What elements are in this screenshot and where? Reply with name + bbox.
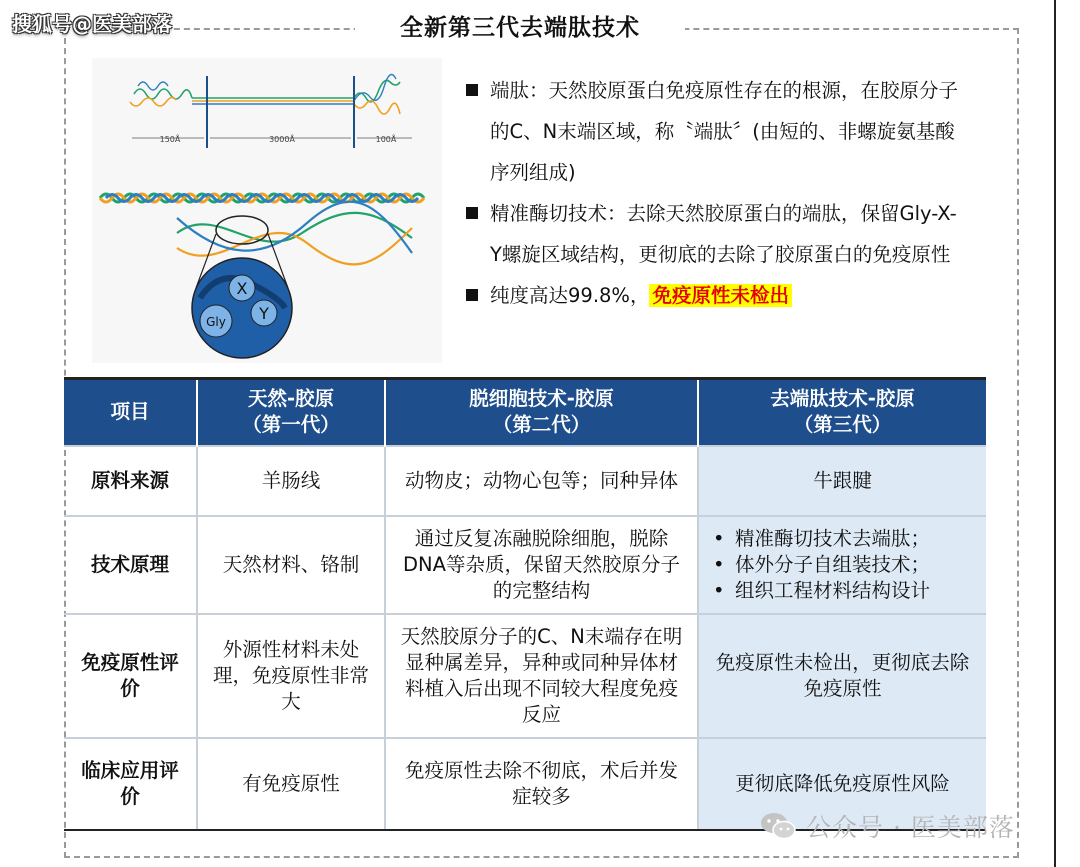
technique-points	[709, 526, 976, 604]
table-cell: 有免疫原性	[197, 738, 385, 830]
table-cell: 羊肠线	[197, 446, 385, 516]
square-bullet-icon	[466, 207, 478, 219]
gly-x-y-detail	[192, 258, 292, 358]
row-label: 原料来源	[64, 446, 197, 516]
page-title: 全新第三代去端肽技术	[400, 15, 640, 41]
wechat-icon	[760, 811, 796, 841]
dimension-label: 150Å	[159, 135, 181, 144]
header-cell-gen1: 天然-胶原 （第一代）	[197, 378, 385, 446]
comparison-table	[64, 378, 986, 831]
header-cell-item: 项目	[64, 378, 197, 446]
wechat-watermark-text: 公众号 · 医美部落	[806, 813, 1015, 842]
table-top-rule	[64, 377, 986, 380]
table-cell: 外源性材料未处理，免疫原性非常大	[197, 614, 385, 738]
sohu-watermark: 搜狐号@医美部落	[12, 12, 172, 36]
collagen-illustration	[92, 58, 442, 363]
table-cell: 更彻底降低免疫原性风险	[698, 738, 986, 830]
bullet-item	[462, 193, 962, 275]
bullet-text: 端肽：天然胶原蛋白免疫原性存在的根源，在胶原分子的C、N末端区域，称〝端肽〞(由短的、非螺旋氨基酸序列组成)	[490, 79, 959, 184]
row-label: 技术原理	[64, 516, 197, 614]
residue-label-y: Y	[259, 304, 269, 323]
bullet-text: 精准酶切技术：去除天然胶原蛋白的端肽，保留Gly-X-Y螺旋区域结构，更彻底的去除了胶原蛋白的免疫原性	[490, 202, 957, 266]
table-header-row	[64, 378, 986, 446]
list-item: • 精准酶切技术去端肽；	[709, 526, 976, 552]
wechat-watermark	[760, 808, 1015, 844]
header-cell-gen3: 去端肽技术-胶原 （第三代）	[698, 378, 986, 446]
bullet-text: 纯度高达99.8%，	[490, 284, 650, 307]
table-row	[64, 516, 986, 614]
table-cell: 动物皮；动物心包等；同种异体	[385, 446, 698, 516]
residue-label-gly: Gly	[206, 315, 226, 329]
row-label: 免疫原性评价	[64, 614, 197, 738]
header-cell-gen2: 脱细胞技术-胶原 （第二代）	[385, 378, 698, 446]
table-row	[64, 446, 986, 516]
bullet-item	[462, 70, 962, 193]
table-cell: 天然胶原分子的C、N末端存在明显种属差异，异种或同种异体材料植入后出现不同较大程度免疫反应	[385, 614, 698, 738]
bullet-item	[462, 275, 962, 316]
table-cell: 免疫原性去除不彻底，术后并发症较多	[385, 738, 698, 830]
table-cell: 天然材料、铬制	[197, 516, 385, 614]
table-cell: 免疫原性未检出，更彻底去除免疫原性	[698, 614, 986, 738]
table-cell: 通过反复冻融脱除细胞，脱除DNA等杂质，保留天然胶原分子的完整结构	[385, 516, 698, 614]
triple-helix-strand	[100, 194, 424, 202]
page-edge-rule	[1054, 0, 1056, 867]
table-row	[64, 614, 986, 738]
list-item: • 体外分子自组装技术；	[709, 552, 976, 578]
residue-label-x: X	[236, 279, 248, 298]
square-bullet-icon	[466, 289, 478, 301]
bullet-list	[462, 70, 962, 316]
bullet-text-with-highlight	[490, 275, 792, 316]
square-bullet-icon	[466, 84, 478, 96]
dimension-label: 3000Å	[269, 135, 295, 144]
dimension-label: 100Å	[375, 135, 397, 144]
highlight-text: 免疫原性未检出	[649, 284, 792, 307]
list-item: • 组织工程材料结构设计	[709, 578, 976, 604]
row-label: 临床应用评价	[64, 738, 197, 830]
table-cell: 牛跟腱	[698, 446, 986, 516]
table-cell	[698, 516, 986, 614]
